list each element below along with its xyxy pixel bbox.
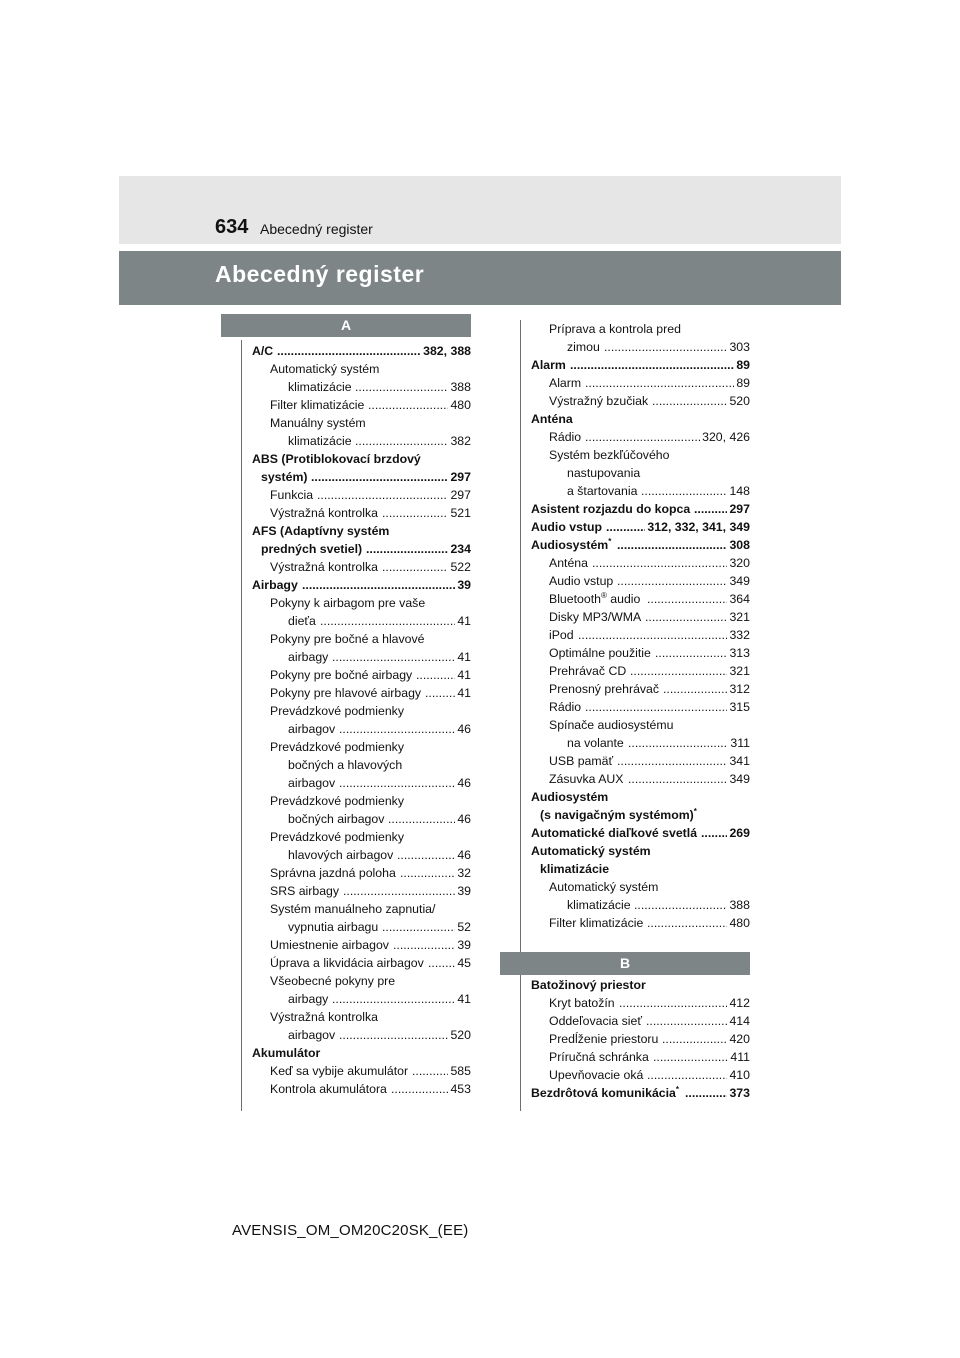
dot-leader [302,576,471,594]
index-entry-label: Kryt batožín [549,996,615,1010]
index-entry [252,450,471,468]
index-entry-page: 410 [729,1068,750,1082]
index-entry-label: bočných a hlavových [288,758,403,772]
index-entry [531,446,750,464]
index-entry-label: klimatizácie [540,862,610,876]
index-entry-label: Airbagy [252,578,298,592]
index-entry [252,432,471,450]
index-entry-label: Prehrávač CD [549,664,627,678]
index-entry [252,594,471,612]
index-entry-label: predných svetiel) [261,542,363,556]
index-entry [252,792,471,810]
dot-leader [332,648,471,666]
index-entry-label: Alarm [531,358,566,372]
index-entry [252,558,471,576]
index-entry [531,716,750,734]
index-entry [252,720,471,738]
running-title: Abecedný register [260,221,373,237]
index-entry-label: Filter klimatizácie [549,916,644,930]
index-entry-label: nastupovania [567,466,641,480]
index-entry-page: 364 [729,592,750,606]
index-entry-label: Príručná schránka [549,1050,649,1064]
index-entry [531,878,750,896]
index-entry-page: 41 [457,650,471,664]
index-entry [252,576,471,594]
index-entry [531,994,750,1012]
index-entry [531,644,750,662]
index-entry-page: 480 [450,398,471,412]
index-entry [531,590,750,608]
index-entry [252,522,471,540]
page-title: Abecedný register [215,261,425,287]
index-entry-page: 312, 332, 341, 349 [647,520,750,534]
index-entry-page: 303 [729,340,750,354]
index-entry-label: zimou [567,340,600,354]
index-entry [531,536,750,554]
index-entry-label: airbagy [288,650,329,664]
index-entry-label: airbagov [288,1028,336,1042]
index-entry [252,468,471,486]
index-entry-label: A/C [252,344,274,358]
index-entry-label: airbagov [288,722,336,736]
column-divider-left [241,340,242,1111]
index-entry-page: 46 [457,722,471,736]
dot-leader [570,356,750,374]
index-entry-page: 311 [730,736,750,750]
index-entry [531,482,750,500]
page-number: 634 [215,216,249,238]
index-entry-label: Systém manuálneho zapnutia/ [270,902,436,916]
index-entry-label: Výstražná kontrolka [270,506,378,520]
index-entry-label: Automatický systém [270,362,380,376]
index-entry [531,518,750,536]
index-entry [252,756,471,774]
index-entry-page: 148 [729,484,750,498]
index-entry [531,356,750,374]
index-entry [531,914,750,932]
index-entry [252,810,471,828]
index-entry-label: Umiestnenie airbagov [270,938,389,952]
index-entry-label: Prevádzkové podmienky [270,740,404,754]
index-column-left [252,342,471,1098]
index-entry [252,738,471,756]
index-entry-label: Príprava a kontrola pred [549,322,681,336]
index-entry-label: Pokyny pre bočné a hlavové [270,632,425,646]
index-entry [252,972,471,990]
index-entry-page: 39 [457,884,471,898]
index-entry [531,662,750,680]
index-entry-label: USB pamäť [549,754,614,768]
document-footer: AVENSIS_OM_OM20C20SK_(EE) [232,1222,469,1239]
index-entry [252,630,471,648]
index-entry [252,486,471,504]
dot-leader [585,374,750,392]
index-entry [252,900,471,918]
index-entry [531,896,750,914]
index-entry-page: 520 [729,394,750,408]
index-entry-label: Pokyny pre bočné airbagy [270,668,413,682]
index-entry [252,396,471,414]
index-entry-label: Rádio [549,430,582,444]
index-entry-page: 308 [729,538,750,552]
index-entry-label: Bluetooth® audio [549,590,641,606]
index-entry [252,864,471,882]
index-entry-page: 349 [729,574,750,588]
index-entry [531,860,750,878]
index-entry [252,342,471,360]
index-entry-page: 414 [729,1014,750,1028]
index-entry-label: klimatizácie [567,898,631,912]
index-entry-label: ABS (Protiblokovací brzdový [252,452,421,466]
dot-leader [592,554,750,572]
index-entry-label: Automatický systém [531,844,651,858]
index-entry-label: Akumulátor [252,1046,321,1060]
index-entry-page: 312 [729,682,750,696]
index-column-right-b [531,976,750,1102]
index-entry [531,1084,750,1102]
index-entry [531,392,750,410]
index-entry-page: 522 [450,560,471,574]
index-entry [252,414,471,432]
index-entry [531,752,750,770]
index-entry-page: 41 [457,992,471,1006]
index-entry-label: Prevádzkové podmienky [270,704,404,718]
index-entry [531,1012,750,1030]
index-entry [252,936,471,954]
index-entry [531,608,750,626]
index-entry-label: Systém bezkľúčového [549,448,670,462]
index-entry-page: 388 [450,380,471,394]
index-entry-page: 39 [457,938,471,952]
column-divider-right [520,320,521,1111]
index-entry-label: Zásuvka AUX [549,772,624,786]
index-entry-page: 89 [736,358,750,372]
index-entry-label: Výstražná kontrolka [270,1010,378,1024]
index-entry-page: 480 [729,916,750,930]
index-entry [531,374,750,392]
index-entry-label: iPod [549,628,574,642]
index-entry [531,626,750,644]
index-entry-page: 297 [450,488,471,502]
index-entry-label: AFS (Adaptívny systém [252,524,390,538]
index-entry-label: Prevádzkové podmienky [270,794,404,808]
index-entry-page: 341 [729,754,750,768]
index-entry-label: Alarm [549,376,582,390]
index-entry [531,788,750,806]
index-entry-label: vypnutia airbagu [288,920,379,934]
index-entry [531,734,750,752]
index-entry [252,990,471,1008]
index-entry-label: Asistent rozjazdu do kopca [531,502,691,516]
index-entry-page: 321 [729,664,750,678]
index-entry-label: Filter klimatizácie [270,398,365,412]
index-entry-page: 521 [450,506,471,520]
index-entry [252,1080,471,1098]
index-entry [531,500,750,518]
index-entry [531,770,750,788]
index-entry-label: Manuálny systém [270,416,366,430]
index-entry-page: 297 [450,470,471,484]
index-entry-label: Batožinový priestor [531,978,646,992]
index-entry-page: 332 [729,628,750,642]
index-entry-label: klimatizácie [288,434,352,448]
index-entry-label: Anténa [531,412,573,426]
index-entry-page: 46 [457,776,471,790]
index-entry-page: 269 [729,826,750,840]
index-entry-page: 46 [457,812,471,826]
index-entry-page: 382, 388 [423,344,471,358]
index-entry-label: Prenosný prehrávač [549,682,660,696]
index-entry-label: Upevňovacie oká [549,1068,644,1082]
index-entry [252,828,471,846]
index-entry-label: Spínače audiosystému [549,718,674,732]
index-entry-page: 520 [450,1028,471,1042]
index-entry [531,464,750,482]
index-entry-label: Audio vstup [531,520,603,534]
index-entry-label: Kontrola akumulátora [270,1082,387,1096]
index-entry [252,504,471,522]
index-entry [531,842,750,860]
index-entry [252,1044,471,1062]
index-entry-label: Správna jazdná poloha [270,866,396,880]
index-entry-page: 315 [729,700,750,714]
index-entry [252,774,471,792]
index-entry-label: hlavových airbagov [288,848,394,862]
index-entry-page: 412 [729,996,750,1010]
index-entry-label: Pokyny pre hlavové airbagy [270,686,422,700]
index-entry [531,806,750,824]
index-entry [531,824,750,842]
index-entry [531,572,750,590]
index-entry [531,976,750,994]
index-entry [252,666,471,684]
index-entry-page: 585 [450,1064,471,1078]
index-entry [531,698,750,716]
index-entry-page: 41 [457,686,471,700]
index-entry [252,378,471,396]
index-entry-label: Bezdrôtová komunikácia* [531,1084,679,1100]
index-entry-label: Disky MP3/WMA [549,610,642,624]
dot-leader [585,698,750,716]
index-entry-label: Automatické diaľkové svetlá [531,826,698,840]
index-entry [531,338,750,356]
index-entry-page: 321 [729,610,750,624]
index-entry [531,1066,750,1084]
index-entry [531,410,750,428]
index-entry-label: bočných airbagov [288,812,385,826]
index-entry [252,918,471,936]
index-entry [531,428,750,446]
index-entry-page: 388 [729,898,750,912]
index-entry-label: systém) [261,470,308,484]
index-entry-page: 411 [730,1050,750,1064]
dot-leader [339,774,471,792]
dot-leader [332,990,471,1008]
index-entry-label: Audio vstup [549,574,614,588]
index-entry-label: Oddeľovacia sieť [549,1014,642,1028]
index-entry [252,360,471,378]
index-column-right-a [531,320,750,932]
index-entry-label: Predĺženie priestoru [549,1032,659,1046]
index-entry-label: Audiosystém [531,790,609,804]
index-entry-label: na volante [567,736,624,750]
index-entry-label: Optimálne použitie [549,646,651,660]
index-entry [531,554,750,572]
index-entry-label: Rádio [549,700,582,714]
index-entry-label: Pokyny k airbagom pre vaše [270,596,426,610]
index-entry [252,702,471,720]
index-entry [531,680,750,698]
index-entry-label: Automatický systém [549,880,659,894]
index-entry-page: 297 [729,502,750,516]
index-entry [252,846,471,864]
index-entry [252,882,471,900]
index-entry [531,1030,750,1048]
index-entry [252,540,471,558]
index-entry-label: a štartovania [567,484,638,498]
index-entry-label: dieťa [288,614,316,628]
index-entry-page: 46 [457,848,471,862]
index-entry-label: airbagov [288,776,336,790]
index-entry-page: 234 [450,542,471,556]
index-entry [252,1062,471,1080]
index-entry-label: Funkcia [270,488,314,502]
index-entry [252,684,471,702]
index-entry [252,612,471,630]
index-entry-page: 453 [450,1082,471,1096]
index-entry-label: Keď sa vybije akumulátor [270,1064,409,1078]
index-entry-label: (s navigačným systémom)* [540,806,697,822]
index-entry-page: 373 [729,1086,750,1100]
dot-leader [343,882,471,900]
index-entry-label: klimatizácie [288,380,352,394]
index-entry [531,320,750,338]
index-entry-page: 39 [457,578,471,592]
index-entry-label: Všeobecné pokyny pre [270,974,396,988]
index-entry-page: 32 [457,866,471,880]
dot-leader [311,468,471,486]
dot-leader [578,626,750,644]
index-entry-page: 313 [729,646,750,660]
index-entry-label: Anténa [549,556,588,570]
index-entry-page: 52 [457,920,471,934]
index-entry-label: airbagy [288,992,329,1006]
index-entry [252,1026,471,1044]
index-entry [252,954,471,972]
index-entry-page: 45 [457,956,471,970]
index-entry-page: 420 [729,1032,750,1046]
index-entry [252,1008,471,1026]
index-entry-page: 320 [729,556,750,570]
dot-leader [320,612,471,630]
index-entry-page: 320, 426 [702,430,750,444]
index-entry-label: Prevádzkové podmienky [270,830,404,844]
index-entry-page: 41 [457,668,471,682]
index-entry-page: 349 [729,772,750,786]
index-entry-label: Výstražný bzučiak [549,394,649,408]
index-entry-label: SRS airbagy [270,884,340,898]
index-entry [531,1048,750,1066]
section-header-a: A [221,314,471,337]
index-entry [252,648,471,666]
index-entry-label: Úprava a likvidácia airbagov [270,956,424,970]
dot-leader [339,720,471,738]
index-entry-label: Výstražná kontrolka [270,560,378,574]
index-entry-page: 382 [450,434,471,448]
index-entry-page: 89 [736,376,750,390]
index-entry-page: 41 [457,614,471,628]
index-entry-label: Audiosystém* [531,536,612,552]
section-header-b: B [500,952,750,975]
